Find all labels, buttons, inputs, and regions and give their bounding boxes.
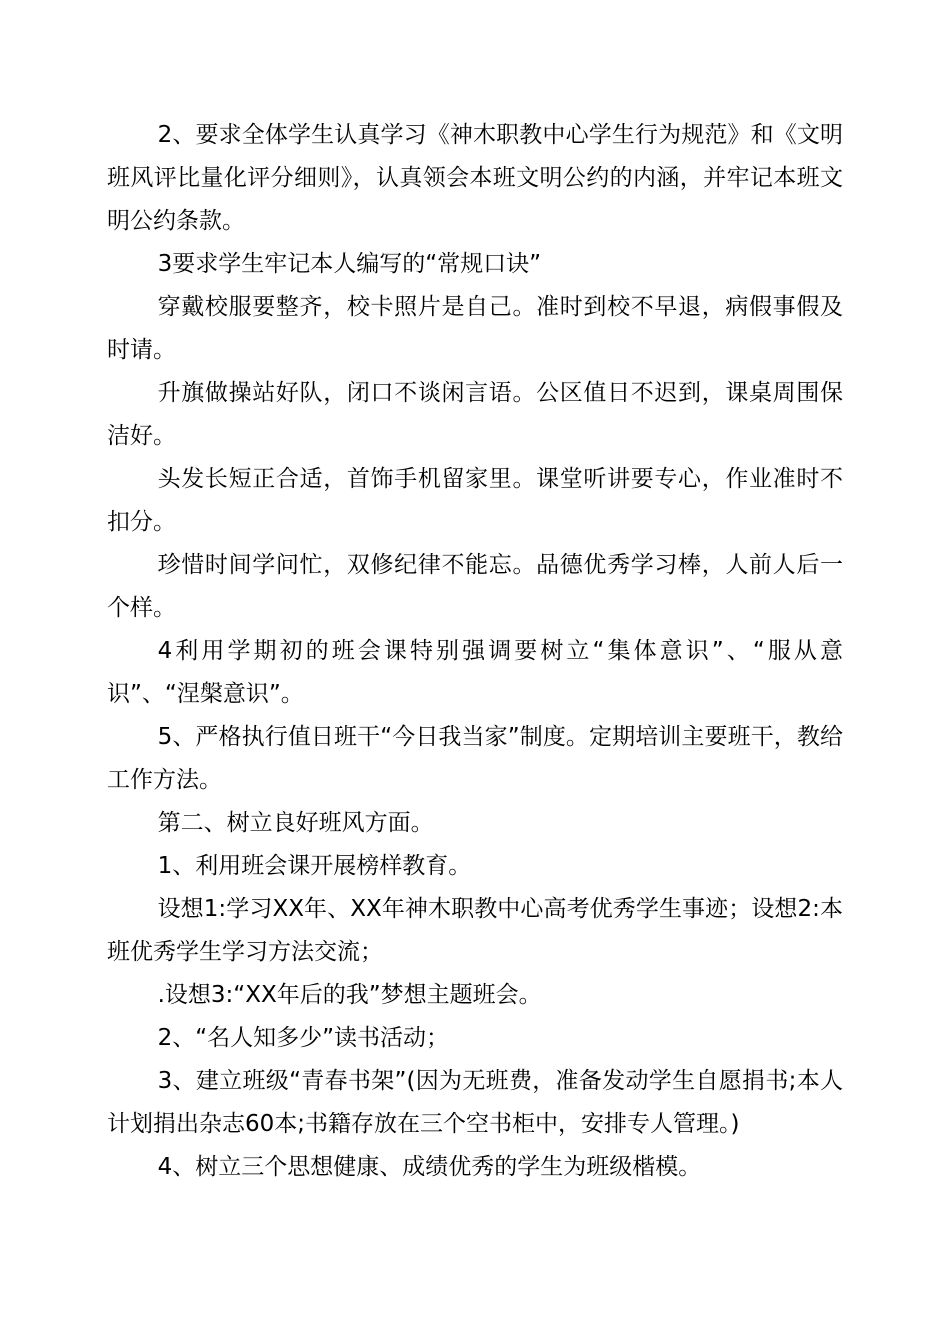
section2-item-3: 3、建立班级“青春书架”(因为无班费，准备发动学生自愿捐书;本人计划捐出杂志60本;书籍存放在三个空书柜中，安排专人管理。) <box>107 1068 843 1137</box>
paragraph-item-3: 3要求学生牢记本人编写的“常规口诀” <box>157 251 542 277</box>
section2-item-1: 1、利用班会课开展榜样教育。 <box>157 853 472 879</box>
document-body <box>107 114 843 1189</box>
rhyme-line-2: 升旗做操站好队，闭口不谈闲言语。公区值日不迟到，课桌周围保洁好。 <box>107 380 843 449</box>
rhyme-line-1: 穿戴校服要整齐，校卡照片是自己。准时到校不早退，病假事假及时请。 <box>107 294 843 363</box>
section-heading-2: 第二、树立良好班风方面。 <box>157 810 434 836</box>
section2-item-4: 4、树立三个思想健康、成绩优秀的学生为班级楷模。 <box>157 1154 702 1180</box>
idea-3: .设想3:“XX年后的我”梦想主题班会。 <box>157 982 542 1008</box>
paragraph-item-4: 4利用学期初的班会课特别强调要树立“集体意识”、“服从意识”、“涅槃意识”。 <box>107 638 843 707</box>
paragraph-item-5: 5、严格执行值日班干“今日我当家”制度。定期培训主要班干，教给工作方法。 <box>107 724 843 793</box>
idea-1-2: 设想1:学习XX年、XX年神木职教中心高考优秀学生事迹；设想2:本班优秀学生学习方法交流； <box>107 896 843 965</box>
section2-item-2: 2、“名人知多少”读书活动； <box>157 1025 450 1051</box>
rhyme-line-3: 头发长短正合适，首饰手机留家里。课堂听讲要专心，作业准时不扣分。 <box>107 466 843 535</box>
paragraph-item-2: 2、要求全体学生认真学习《神木职教中心学生行为规范》和《文明班风评比量化评分细则》，认真领会本班文明公约的内涵，并牢记本班文明公约条款。 <box>107 122 843 234</box>
rhyme-line-4: 珍惜时间学问忙，双修纪律不能忘。品德优秀学习棒，人前人后一个样。 <box>107 552 843 621</box>
